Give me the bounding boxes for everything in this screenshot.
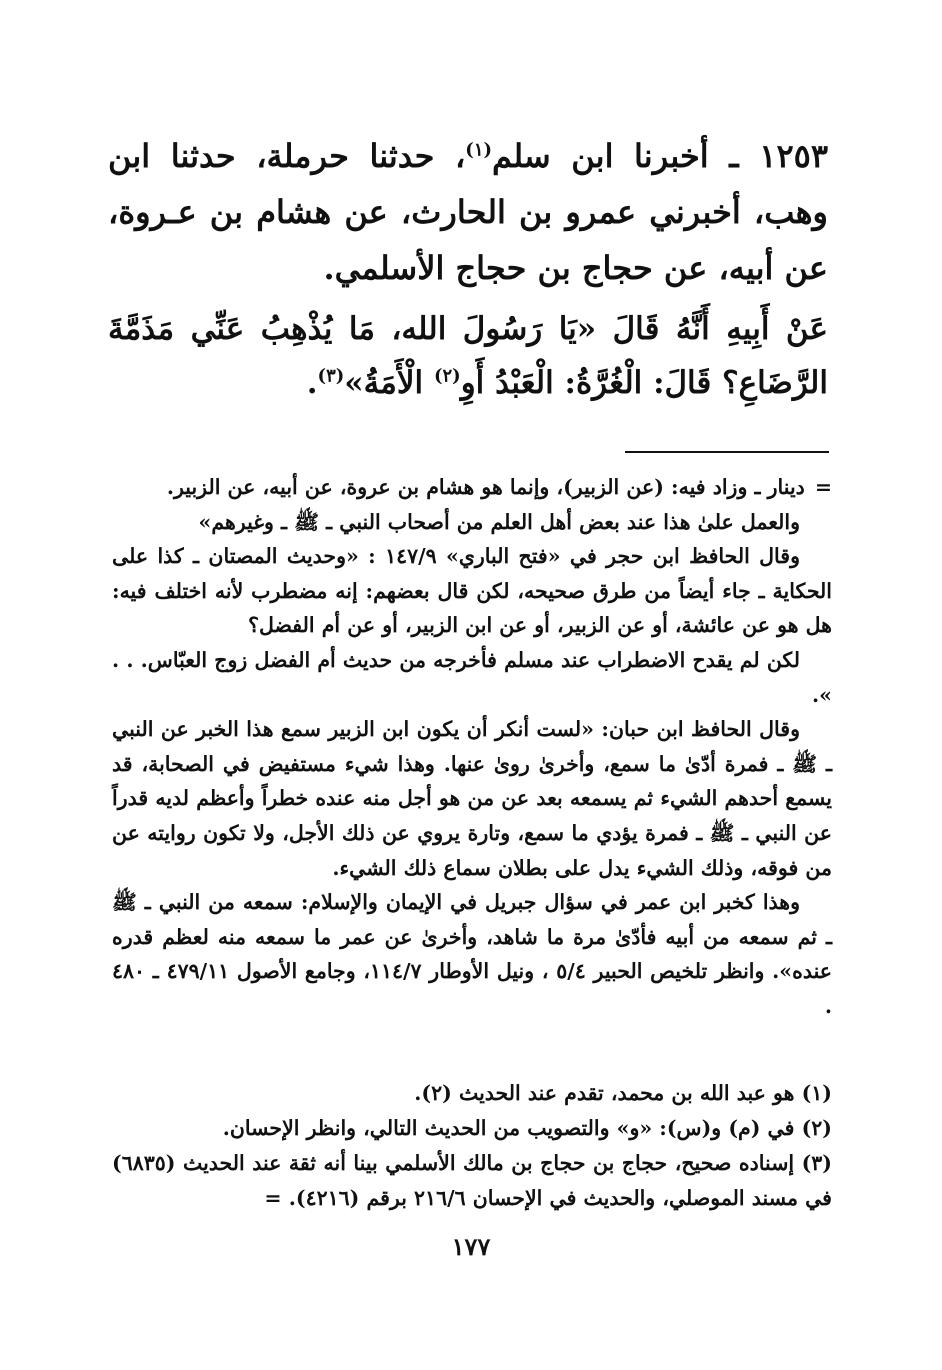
footnote-3-text: (٣) إسناده صحيح، حجاج بن حجاج بن مالك الأسلمي بينا أنه ثقة عند الحديث (٦٨٣٥) في مسند الموصلي، والحديث في الإحسان ٢١٦/٦ برقم (٤٢١٦). — [112, 1151, 832, 1210]
footnote-3 — [112, 1146, 832, 1216]
page-number: ١٧٧ — [451, 1232, 491, 1261]
note-paragraph-3: وقال الحافظ ابن حجر في «فتح الباري» ١٤٧/٩ : «وحديث المصتان ـ كذا على الحكاية ـ جاء أيضاً من طرق صحيحه، لكن قال بعضهم: إنه مضطرب لأنه اختلف فيه: هل هو عن عائشة، أو عن الزبير، أو عن ابن الزبير، أو عن أم الفضل؟ — [112, 544, 832, 638]
note-paragraph-5: وقال الحافظ ابن حبان: «لست أنكر أن يكون ابن الزبير سمع هذا الخبر عن النبي ـ ﷺ ـ فمرة أدّىٰ ما سمع، وأخرىٰ روىٰ عنها. وهذا شيء مستفيض في الصحابة، قد يسمع أحدهم الشيء ثم يسمعه بعد عن من هو أجل منه عنده خطراً وأعظم لديه قدراً عن النبي ـ ﷺ ـ فمرة يؤدي ما سمع، وتارة يروي عن ذلك الأجل، ولا تكون روايته عن من فوقه، وذلك الشيء يدل على بطلان سماع ذلك الشيء. — [112, 717, 832, 880]
note-text-1: دينار ـ وزاد فيه: (عن الزبير)، وإنما هو هشام بن عروة، عن أبيه، عن الزبير. — [166, 475, 805, 499]
hadith-isnad — [108, 128, 828, 296]
matn-text-2: الْأَمَةُ» — [344, 365, 434, 401]
footnote-ref-2: (٢) — [433, 365, 461, 387]
note-paragraph-2: والعمل علىٰ هذا عند بعض أهل العلم من أصحاب النبي ـ ﷺ ـ وغيرهم» — [198, 509, 800, 534]
hadith-matn — [108, 302, 828, 410]
footnote-2: (٢) في (م) و(س): «و» والتصويب من الحديث التالي، وانظر الإحسان. — [222, 1116, 832, 1140]
note-paragraph-6: وهذا كخبر ابن عمر في سؤال جبريل في الإيمان والإسلام: سمعه من النبي ـ ﷺ ـ ثم سمعه من أبيه فأدّىٰ مرة ما شاهد، وأخرىٰ عن عمر ما سمعه منه لعظم قدره عنده». وانظر تلخيص الحبير ٥/٤ ، ونيل الأوطار ١١٤/٧، وجامع الأصول ٤٧٩/١١ ـ ٤٨٠ . — [112, 890, 833, 1018]
continuation-mark-end: = — [264, 1186, 282, 1210]
footnote-ref-3: (٣) — [317, 365, 345, 387]
continued-notes — [112, 470, 832, 1024]
matn-text-1: عَنْ أَبِيهِ أَنَّهُ قَالَ «يَا رَسُولَ الله، مَا يُذْهِبُ عَنِّي مَذَمَّةَ الرَّضَاعِ؟ قَالَ: الْغُرَّةُ: الْعَبْدُ أَوِ — [108, 311, 828, 401]
footnote-ref-1: (١) — [465, 139, 493, 161]
hadith-number: ١٢٥٣ — [759, 137, 828, 175]
isnad-text-2: ، حدثنا حرملة، حدثنا ابن وهب، أخبرني عمرو بن الحارث، عن هشام بن عـروة، عن أبيه، عن حجاج بن حجاج الأسلمي. — [108, 137, 828, 287]
footnotes — [112, 1076, 832, 1216]
continuation-mark-start: = — [814, 475, 832, 499]
hadith-block — [108, 128, 828, 410]
matn-end: . — [306, 365, 318, 401]
isnad-text-1: ـ أخبرنا ابن سلم — [492, 137, 760, 175]
footnote-1: (١) هو عبد الله بن محمد، تقدم عند الحديث (٢). — [414, 1081, 832, 1105]
note-paragraph-1 — [112, 470, 832, 505]
footnote-separator — [625, 451, 829, 453]
note-paragraph-4: لكن لم يقدح الاضطراب عند مسلم فأخرجه من حديث أم الفضل زوج العبّاس. . . ». — [112, 647, 832, 707]
